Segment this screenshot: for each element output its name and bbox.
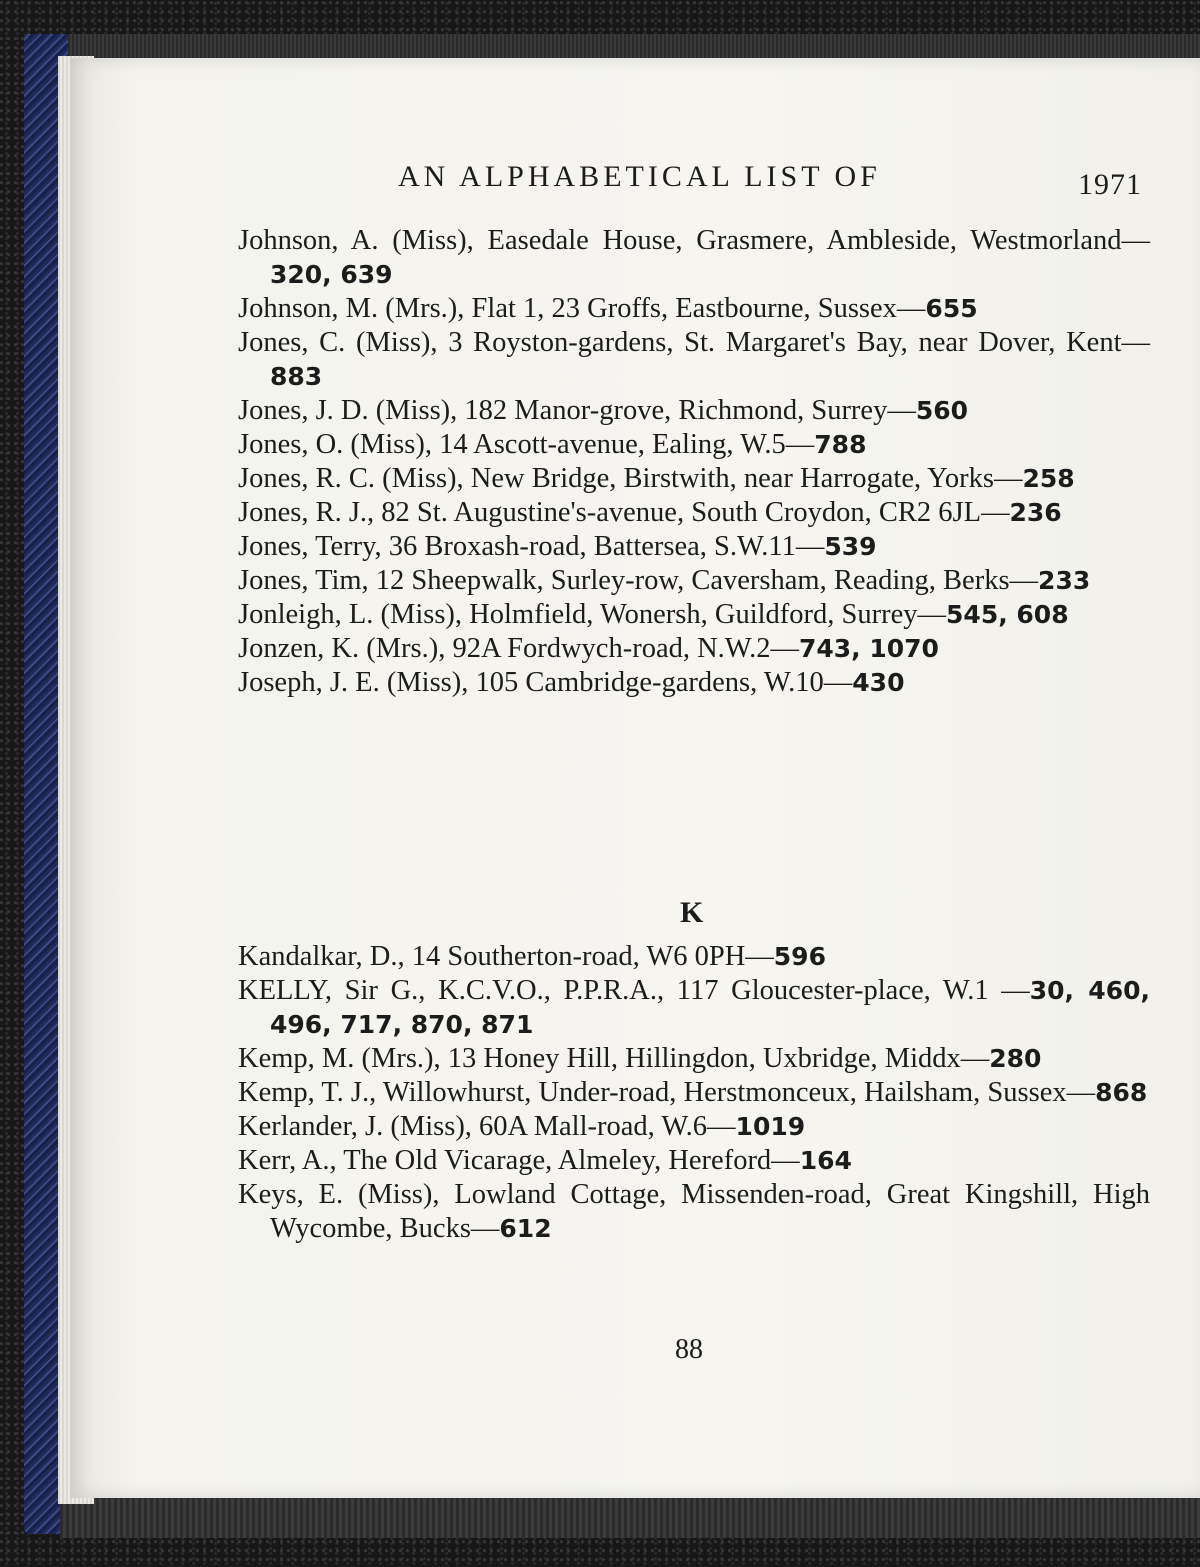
list-entry [238,940,1150,974]
list-entry [238,394,1150,428]
entry-numbers: 868 [1095,1078,1148,1107]
book-cover-bottom-edge [60,1498,1200,1538]
running-header-year: 1971 [1078,168,1142,201]
entry-text: Jones, J. D. (Miss), 182 Manor-grove, Richmond, Surrey— [238,395,916,426]
entry-text: Jones, Tim, 12 Sheepwalk, Surley-row, Caversham, Reading, Berks— [238,565,1039,596]
list-entry [238,598,1150,632]
entry-numbers: 430 [852,668,905,697]
entry-text: Kemp, T. J., Willowhurst, Under-road, Herstmonceux, Hailsham, Sussex— [238,1077,1096,1108]
entry-numbers: 788 [814,430,867,459]
list-entry [238,496,1150,530]
entry-numbers: 164 [799,1146,852,1175]
entries-list-k [238,940,1150,1246]
entry-numbers: 320, 639 [270,260,393,289]
entry-numbers: 236 [1009,498,1062,527]
list-entry [238,666,1150,700]
entry-text: Kerlander, J. (Miss), 60A Mall-road, W.6— [238,1111,736,1142]
entry-numbers: 233 [1038,566,1091,595]
list-entry [238,632,1150,666]
entry-numbers: 258 [1022,464,1075,493]
entry-numbers: 545, 608 [946,600,1069,629]
entry-numbers: 596 [773,942,826,971]
list-entry [238,428,1150,462]
entry-text: Jones, O. (Miss), 14 Ascott-avenue, Ealing, W.5— [238,429,815,460]
entry-numbers: 539 [824,532,877,561]
entry-text: Jones, R. C. (Miss), New Bridge, Birstwith, near Harrogate, Yorks— [238,463,1023,494]
entry-numbers: 655 [925,294,978,323]
list-entry [238,292,1150,326]
entry-text: Johnson, A. (Miss), Easedale House, Grasmere, Ambleside, Westmorland— [238,225,1150,256]
page-number: 88 [675,1334,703,1365]
entry-numbers: 883 [270,362,323,391]
entries-list-j [238,224,1150,700]
entry-text: Kemp, M. (Mrs.), 13 Honey Hill, Hillingdon, Uxbridge, Middx— [238,1043,990,1074]
entry-text: Keys, E. (Miss), Lowland Cottage, Missenden-road, Great Kingshill, High Wycombe, Bucks— [238,1179,1150,1244]
entry-numbers: 612 [499,1214,552,1243]
entry-numbers: 280 [989,1044,1042,1073]
list-entry [238,530,1150,564]
list-entry [238,224,1150,292]
entry-text: Joseph, J. E. (Miss), 105 Cambridge-gardens, W.10— [238,667,853,698]
section-heading-k: K [680,896,704,929]
entry-numbers: 743, 1070 [798,634,939,663]
list-entry [238,1076,1150,1110]
list-entry [238,462,1150,496]
running-header: AN ALPHABETICAL LIST OF [398,160,881,193]
entry-text: Jones, C. (Miss), 3 Royston-gardens, St. Margaret's Bay, near Dover, Kent— [238,327,1150,358]
entry-text: Johnson, M. (Mrs.), Flat 1, 23 Groffs, Eastbourne, Sussex— [238,293,926,324]
entry-text: Jones, Terry, 36 Broxash-road, Battersea, S.W.11— [238,531,825,562]
list-entry [238,564,1150,598]
entry-numbers: 560 [915,396,969,425]
entry-text: Kandalkar, D., 14 Southerton-road, W6 0PH— [238,941,774,972]
list-entry [238,1110,1150,1144]
entry-text: KELLY, Sir G., K.C.V.O., P.P.R.A., 117 Gloucester-place, W.1 — [238,975,1030,1006]
list-entry [238,1178,1150,1246]
entry-text: Jonzen, K. (Mrs.), 92A Fordwych-road, N.W.2— [238,633,799,664]
entry-numbers: 30, 460, 496, 717, 870, 871 [270,976,1150,1039]
list-entry [238,326,1150,394]
entry-text: Kerr, A., The Old Vicarage, Almeley, Hereford— [238,1145,800,1176]
entry-text: Jonleigh, L. (Miss), Holmfield, Wonersh, Guildford, Surrey— [238,599,947,630]
list-entry [238,1144,1150,1178]
entry-numbers: 1019 [735,1112,806,1141]
list-entry [238,974,1150,1042]
list-entry [238,1042,1150,1076]
entry-text: Jones, R. J., 82 St. Augustine's-avenue, South Croydon, CR2 6JL— [238,497,1010,528]
